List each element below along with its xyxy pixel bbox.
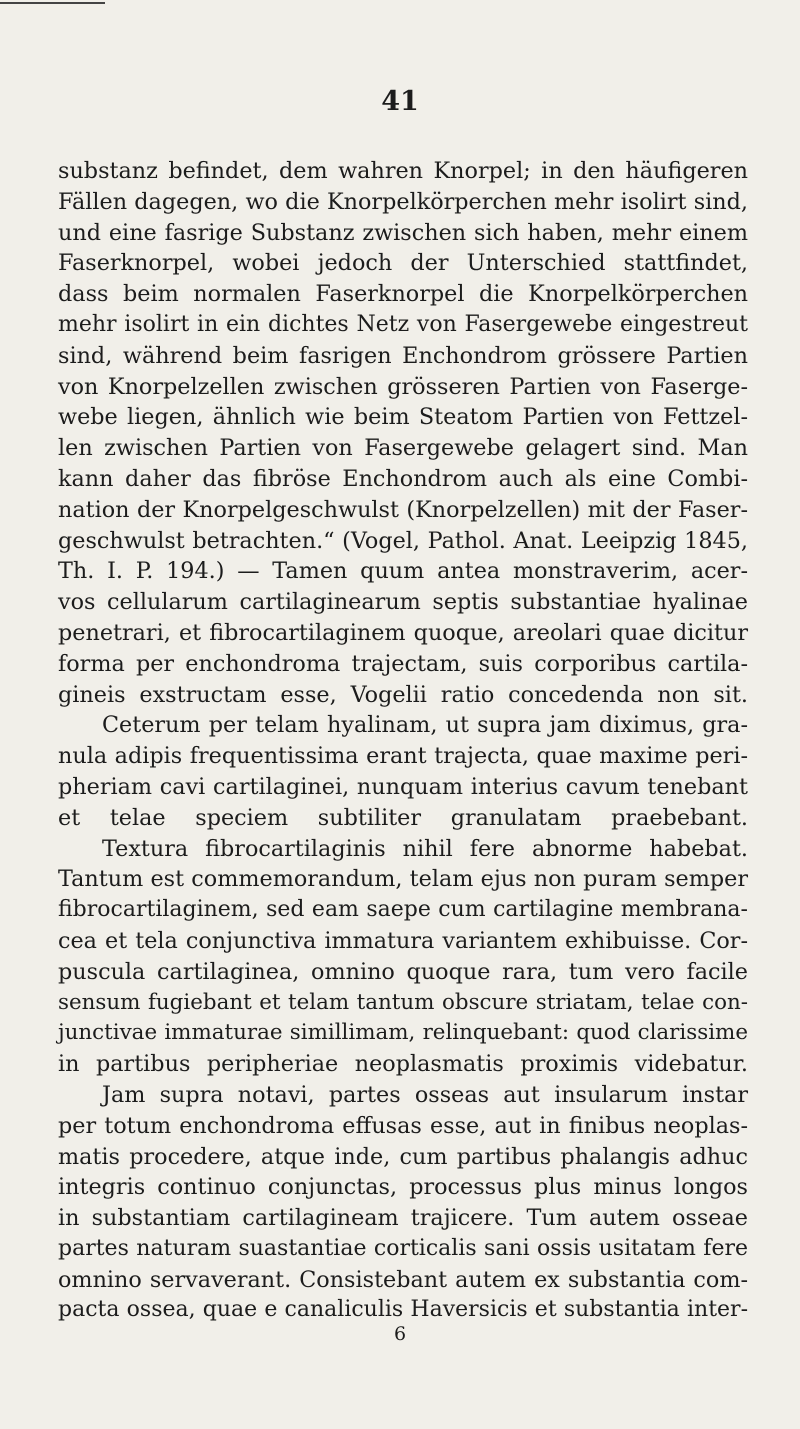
text-line: dass beim normalen Faserknorpel die Knorpelkörperchen [58, 281, 748, 308]
text-line: partes naturam suastantiae corticalis sani ossis usitatam fere [58, 1235, 748, 1261]
text-line: geschwulst betrachten.“ (Vogel, Pathol. Anat. Leeipzig 1845, [58, 527, 748, 554]
text-line: vos cellularum cartilaginearum septis substantiae hyalinae [58, 589, 748, 616]
text-line: substanz befindet, dem wahren Knorpel; in den häufigeren [58, 158, 748, 184]
text-line: Tantum est commemorandum, telam ejus non puram semper [58, 866, 748, 893]
text-line: Ceterum per telam hyalinam, ut supra jam diximus, gra- [102, 712, 748, 739]
text-line: per totum enchondroma effusas esse, aut in finibus neoplas- [58, 1112, 748, 1139]
text-line: penetrari, et fibrocartilaginem quoque, areolari quae dicitur [58, 619, 748, 646]
text-line: mehr isolirt in ein dichtes Netz von Fasergewebe eingestreut [58, 311, 748, 337]
text-line: sensum fugiebant et telam tantum obscure striatam, telae con- [58, 989, 748, 1015]
text-line: et telae speciem subtiliter granulatam praebebant. [58, 804, 748, 831]
text-line: und eine fasrige Substanz zwischen sich haben, mehr einem [58, 219, 748, 246]
text-line: Th. I. P. 194.) — Tamen quum antea monstraverim, acer- [58, 558, 748, 585]
text-line: len zwischen Partien von Fasergewebe gelagert sind. Man [58, 435, 748, 462]
text-line: junctivae immaturae simillimam, relinquebant: quod clarissime [58, 1020, 748, 1046]
text-line: pacta ossea, quae e canaliculis Haversicis et substantia inter- [58, 1297, 748, 1323]
signature-mark: 6 [393, 1323, 407, 1345]
text-line: webe liegen, ähnlich wie beim Steatom Partien von Fettzel- [58, 404, 748, 431]
text-line: von Knorpelzellen zwischen grösseren Partien von Faserge- [58, 373, 748, 400]
text-line: omnino servaverant. Consistebant autem ex substantia com- [58, 1266, 748, 1293]
text-line: Jam supra notavi, partes osseas aut insularum instar [102, 1081, 748, 1108]
text-line: nula adipis frequentissima erant trajecta, quae maxime peri- [58, 743, 748, 770]
text-line: integris continuo conjunctas, processus plus minus longos [58, 1174, 748, 1201]
text-line: Faserknorpel, wobei jedoch der Unterschied stattfindet, [58, 250, 748, 277]
text-line: pheriam cavi cartilaginei, nunquam interius cavum tenebant [58, 773, 748, 800]
page-number: 41 [381, 86, 419, 117]
text-line: matis procedere, atque inde, cum partibus phalangis adhuc [58, 1143, 748, 1170]
text-line: cea et tela conjunctiva immatura variantem exhibuisse. Cor- [58, 927, 748, 954]
text-line: nation der Knorpelgeschwulst (Knorpelzellen) mit der Faser- [58, 496, 748, 523]
text-line: sind, während beim fasrigen Enchondrom grössere Partien [58, 342, 748, 369]
text-line: puscula cartilaginea, omnino quoque rara, tum vero facile [58, 958, 748, 985]
text-line: in substantiam cartilagineam trajicere. Tum autem osseae [58, 1205, 748, 1232]
body-text [58, 156, 748, 1326]
top-left-rule [0, 2, 105, 4]
text-line: fibrocartilaginem, sed eam saepe cum cartilagine membrana- [58, 897, 748, 923]
text-line: Fällen dagegen, wo die Knorpelkörperchen mehr isolirt sind, [58, 188, 748, 215]
text-line: forma per enchondroma trajectam, suis corporibus cartila- [58, 650, 748, 677]
text-line: kann daher das fibröse Enchondrom auch als eine Combi- [58, 465, 748, 492]
text-line: gineis exstructam esse, Vogelii ratio concedenda non sit. [58, 681, 748, 708]
text-line: Textura fibrocartilaginis nihil fere abnorme habebat. [102, 835, 748, 862]
text-line: in partibus peripheriae neoplasmatis proximis videbatur. [58, 1051, 748, 1078]
